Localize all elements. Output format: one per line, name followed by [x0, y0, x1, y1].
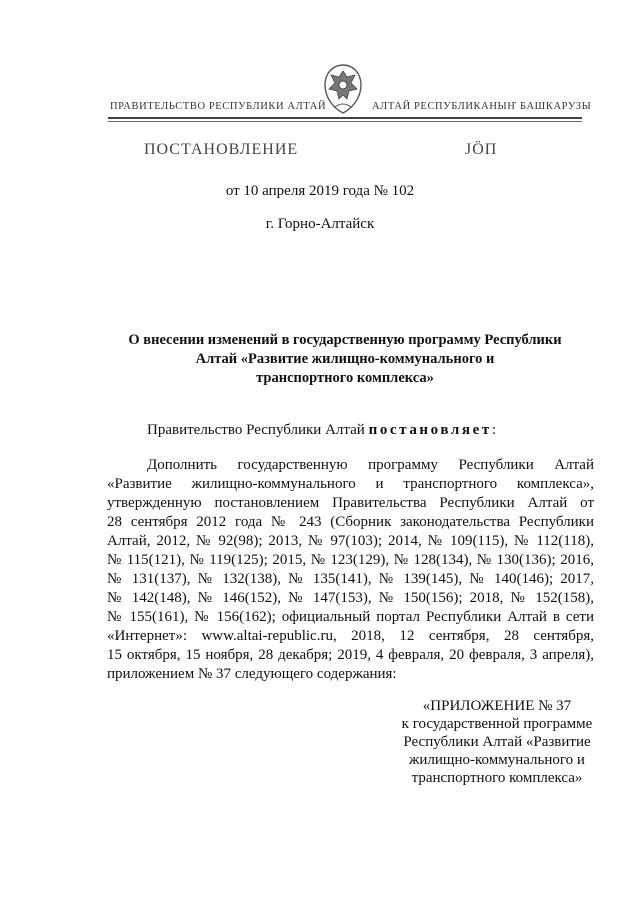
decree-label-altai: ЈÖП — [465, 141, 498, 158]
government-name-altai: АЛТАЙ РЕСПУБЛИКАНЫҤ БАШКАРУЗЫ — [372, 101, 592, 112]
body-line: № 155(161), № 156(162); официальный портал Республики Алтай в сети — [107, 609, 594, 625]
header-rule-thin — [108, 121, 582, 122]
preamble-suffix: : — [491, 422, 497, 438]
annex-line: жилищно-коммунального и — [409, 752, 585, 768]
body-line: Алтай, 2012, № 92(98); 2013, № 97(103); 2014, № 109(115), № 112(118), — [107, 533, 594, 549]
body-line: приложением № 37 следующего содержания: — [107, 666, 397, 682]
title-line: транспортного комплекса» — [256, 370, 434, 386]
body-line: «Развитие жилищно-коммунального и транспортного комплекса», — [107, 476, 594, 492]
title-line: О внесении изменений в государственную программу Республики — [128, 332, 562, 348]
body-line: № 115(121), № 119(125); 2015, № 123(129), № 128(134), № 130(136); 2016, — [107, 552, 594, 568]
body-line: 28 сентября 2012 года № 243 (Сборник законодательства Республики — [107, 514, 594, 530]
body-line: № 131(137), № 132(138), № 135(141), № 139(145), № 140(146); 2017, — [107, 571, 594, 587]
preamble-emphasis: постановляет — [368, 422, 492, 438]
annex-line: Республики Алтай «Развитие — [403, 734, 591, 750]
preamble — [147, 421, 496, 439]
preamble-text: Правительство Республики Алтай — [147, 422, 369, 438]
decree-label-ru: ПОСТАНОВЛЕНИЕ — [144, 141, 299, 158]
decree-city: г. Горно-Алтайск — [265, 216, 375, 232]
body-line: Дополнить государственную программу Республики Алтай — [147, 457, 594, 473]
body-line: 15 октября, 15 ноября, 28 декабря; 2019, 4 февраля, 20 февраля, 3 апреля), — [107, 647, 594, 663]
body-line: № 142(148), № 146(152), № 147(153), № 150(156); 2018, № 152(158), — [107, 590, 594, 606]
annex-line: транспортного комплекса» — [411, 770, 583, 786]
annex-header — [384, 697, 610, 787]
annex-line: к государственной программе — [401, 716, 593, 732]
body-line: утвержденную постановлением Правительства Республики Алтай от — [107, 495, 594, 511]
government-name-ru: ПРАВИТЕЛЬСТВО РЕСПУБЛИКИ АЛТАЙ — [110, 101, 327, 112]
title-line: Алтай «Развитие жилищно-коммунального и — [195, 351, 495, 367]
decree-body — [107, 456, 594, 684]
decree-title — [110, 331, 580, 388]
header-rule-thick — [108, 117, 582, 119]
body-line: «Интернет»: www.altai-republic.ru, 2018, 12 сентября, 28 сентября, — [107, 628, 594, 644]
decree-date-number: от 10 апреля 2019 года № 102 — [225, 183, 415, 199]
annex-line: «ПРИЛОЖЕНИЕ № 37 — [422, 698, 572, 714]
